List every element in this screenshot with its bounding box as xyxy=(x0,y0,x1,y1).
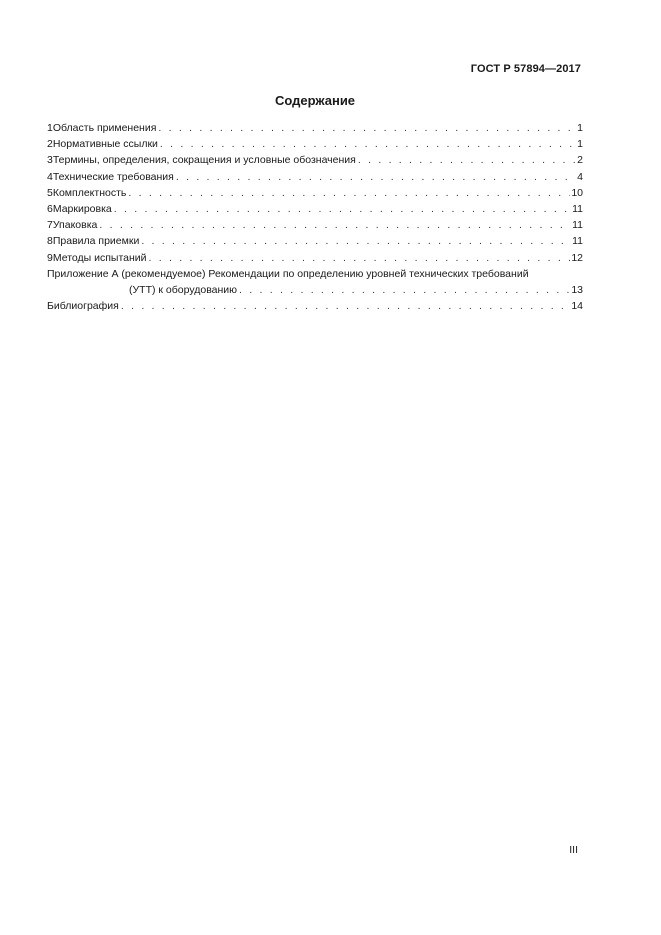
toc-entry-label: Термины, определения, сокращения и условные обозначения xyxy=(52,154,356,167)
toc-entry-page: 11 xyxy=(572,203,583,216)
toc-entry-annex-a[interactable] xyxy=(47,266,583,298)
toc-dot-leader xyxy=(121,298,570,314)
toc-entry-label: Область применения xyxy=(52,122,157,134)
toc-entry-label: Комплектность xyxy=(52,186,127,199)
toc-entry-1[interactable] xyxy=(47,120,583,136)
toc-entry-number: 8 xyxy=(47,235,53,248)
toc-entry-5[interactable] xyxy=(47,185,583,201)
page-number: III xyxy=(569,844,578,856)
toc-dot-leader xyxy=(128,185,570,201)
toc-entry-9[interactable] xyxy=(47,250,583,266)
toc-entry-number: 1 xyxy=(47,122,53,134)
toc-entry-page: 1 xyxy=(577,138,583,151)
toc-dot-leader xyxy=(158,120,576,136)
toc-entry-label: Библиография xyxy=(47,300,119,313)
toc-entry-8[interactable] xyxy=(47,233,583,249)
toc-entry-number: 7 xyxy=(47,219,53,232)
toc-entry-label: Маркировка xyxy=(52,203,112,216)
toc-dot-leader xyxy=(160,136,576,152)
toc-entry-page: 4 xyxy=(577,170,583,183)
toc-entry-page: 2 xyxy=(577,154,583,167)
toc-entry-bibliography[interactable] xyxy=(47,298,583,314)
standard-code: ГОСТ Р 57894—2017 xyxy=(470,63,581,75)
toc-annex-line-1: Приложение А (рекомендуемое) Рекомендации по определению уровней технических требований xyxy=(47,267,529,280)
toc-entry-number: 5 xyxy=(47,186,53,199)
toc-entry-page: 14 xyxy=(571,300,583,313)
toc-dot-leader xyxy=(141,233,571,249)
toc-entry-number: 3 xyxy=(47,154,53,167)
toc-entry-page: 11 xyxy=(572,235,583,248)
toc-dot-leader xyxy=(176,169,576,185)
toc-title: Содержание xyxy=(274,93,356,108)
toc-annex-line-2: (УТТ) к оборудованию xyxy=(129,284,238,297)
toc-entry-label: Правила приемки xyxy=(52,235,140,248)
toc-entry-label: Нормативные ссылки xyxy=(52,138,158,151)
toc-entry-3[interactable] xyxy=(47,152,583,168)
toc-entry-page: 1 xyxy=(577,122,583,134)
toc-entry-page: 10 xyxy=(571,186,583,199)
toc-entry-number: 9 xyxy=(47,251,53,264)
toc-dot-leader xyxy=(99,217,571,233)
toc-entry-4[interactable] xyxy=(47,169,583,185)
toc-entry-page: 13 xyxy=(571,284,583,297)
toc-entry-2[interactable] xyxy=(47,136,583,152)
toc-entry-label: Технические требования xyxy=(52,170,174,183)
toc-entry-page: 12 xyxy=(571,251,583,264)
toc-dot-leader xyxy=(358,152,576,168)
toc-entry-label: Упаковка xyxy=(52,219,98,232)
toc-entry-number: 6 xyxy=(47,203,53,216)
toc-dot-leader xyxy=(149,250,571,266)
toc-entry-number: 4 xyxy=(47,170,53,183)
toc-entry-7[interactable] xyxy=(47,217,583,233)
toc-entry-number: 2 xyxy=(47,138,53,151)
toc-dot-leader xyxy=(239,282,570,298)
toc-entry-page: 11 xyxy=(572,219,583,232)
table-of-contents xyxy=(47,120,583,314)
toc-entry-label: Методы испытаний xyxy=(52,251,147,264)
toc-dot-leader xyxy=(114,201,571,217)
toc-entry-6[interactable] xyxy=(47,201,583,217)
